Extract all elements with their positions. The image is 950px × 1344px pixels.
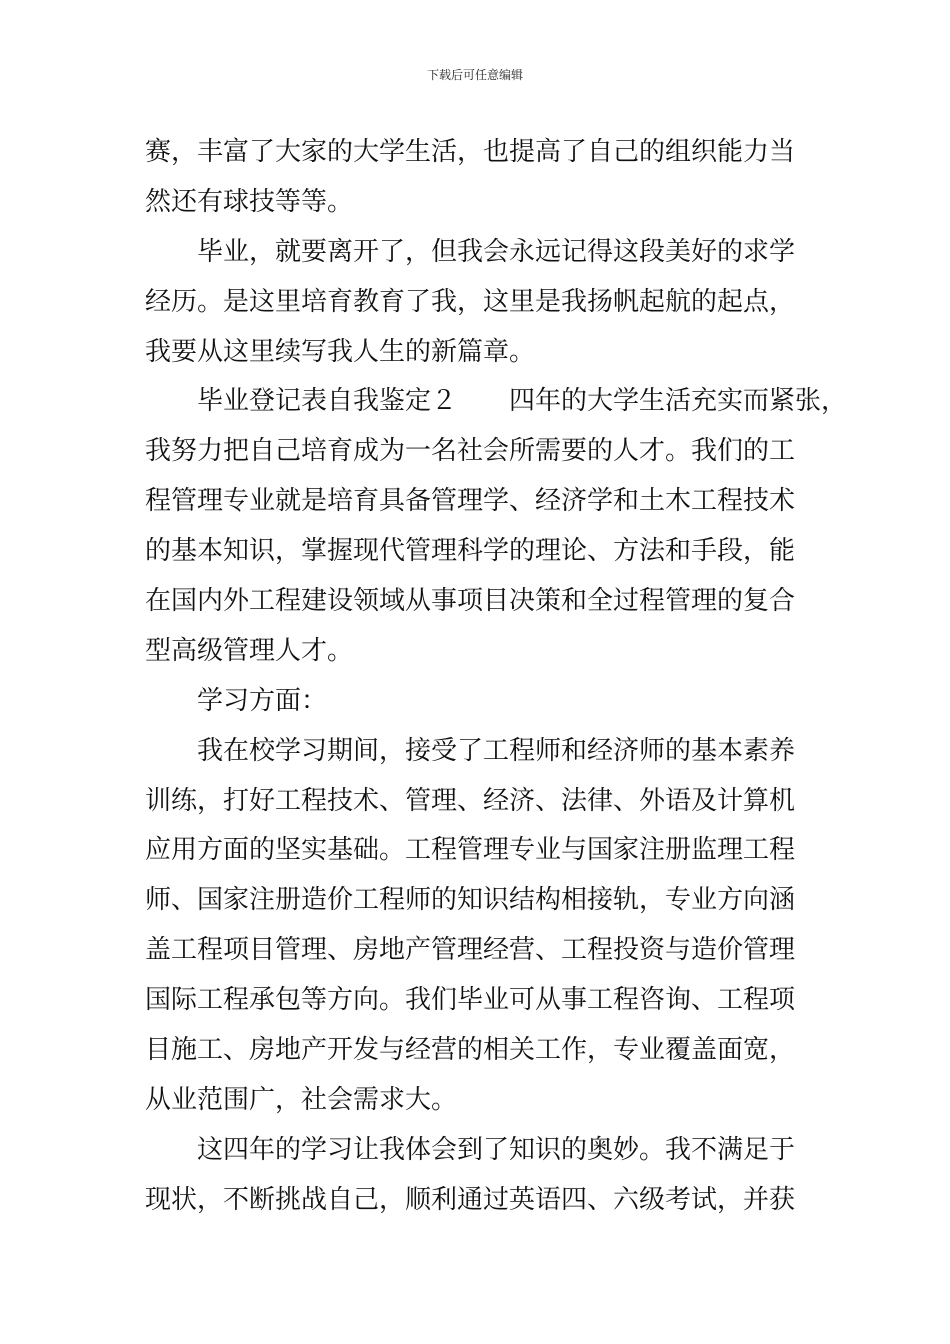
text-line: 我努力把自己培育成为一名社会所需要的人才。我们的工 xyxy=(145,436,796,467)
document-body xyxy=(145,128,848,1226)
text-line: 赛，丰富了大家的大学生活，也提高了自己的组织能力当 xyxy=(145,137,796,167)
paragraph-start-line: 毕业登记表自我鉴定２ 四年的大学生活充实而紧张， xyxy=(197,386,848,417)
text-line: 我要从这里续写我人生的新篇章。 xyxy=(145,336,536,367)
text-line: 国际工程承包等方向。我们毕业可从事工程咨询、工程项 xyxy=(145,985,796,1016)
text-line: 现状，不断挑战自己，顺利通过英语四、六级考试，并获 xyxy=(145,1184,796,1215)
paragraph-start-line: 我在校学习期间，接受了工程师和经济师的基本素养 xyxy=(197,735,796,766)
paragraph-start-line: 这四年的学习让我体会到了知识的奥妙。我不满足于 xyxy=(197,1134,796,1165)
text-line: 盖工程项目管理、房地产管理经营、工程投资与造价管理 xyxy=(145,935,796,966)
text-line: 型高级管理人才。 xyxy=(145,635,354,666)
text-line: 在国内外工程建设领域从事项目决策和全过程管理的复合 xyxy=(145,586,796,617)
paragraph-start-line: 毕业，就要离开了，但我会永远记得这段美好的求学 xyxy=(197,236,796,267)
section-heading: 学习方面： xyxy=(197,685,328,716)
text-line: 训练，打好工程技术、管理、经济、法律、外语及计算机 xyxy=(145,785,796,816)
text-line: 经历。是这里培育教育了我，这里是我扬帆起航的起点， xyxy=(145,286,796,317)
text-line: 从业范围广，社会需求大。 xyxy=(145,1084,458,1115)
text-line: 程管理专业就是培育具备管理学、经济学和土木工程技术 xyxy=(145,486,796,517)
page-header-note: 下载后可任意编辑 xyxy=(426,68,523,82)
text-line: 的基本知识，掌握现代管理科学的理论、方法和手段，能 xyxy=(145,536,796,567)
text-line: 然还有球技等等。 xyxy=(145,186,354,217)
text-line: 应用方面的坚实基础。工程管理专业与国家注册监理工程 xyxy=(145,835,796,866)
text-line: 师、国家注册造价工程师的知识结构相接轨，专业方向涵 xyxy=(145,885,796,916)
text-line: 目施工、房地产开发与经营的相关工作，专业覆盖面宽， xyxy=(145,1035,796,1066)
